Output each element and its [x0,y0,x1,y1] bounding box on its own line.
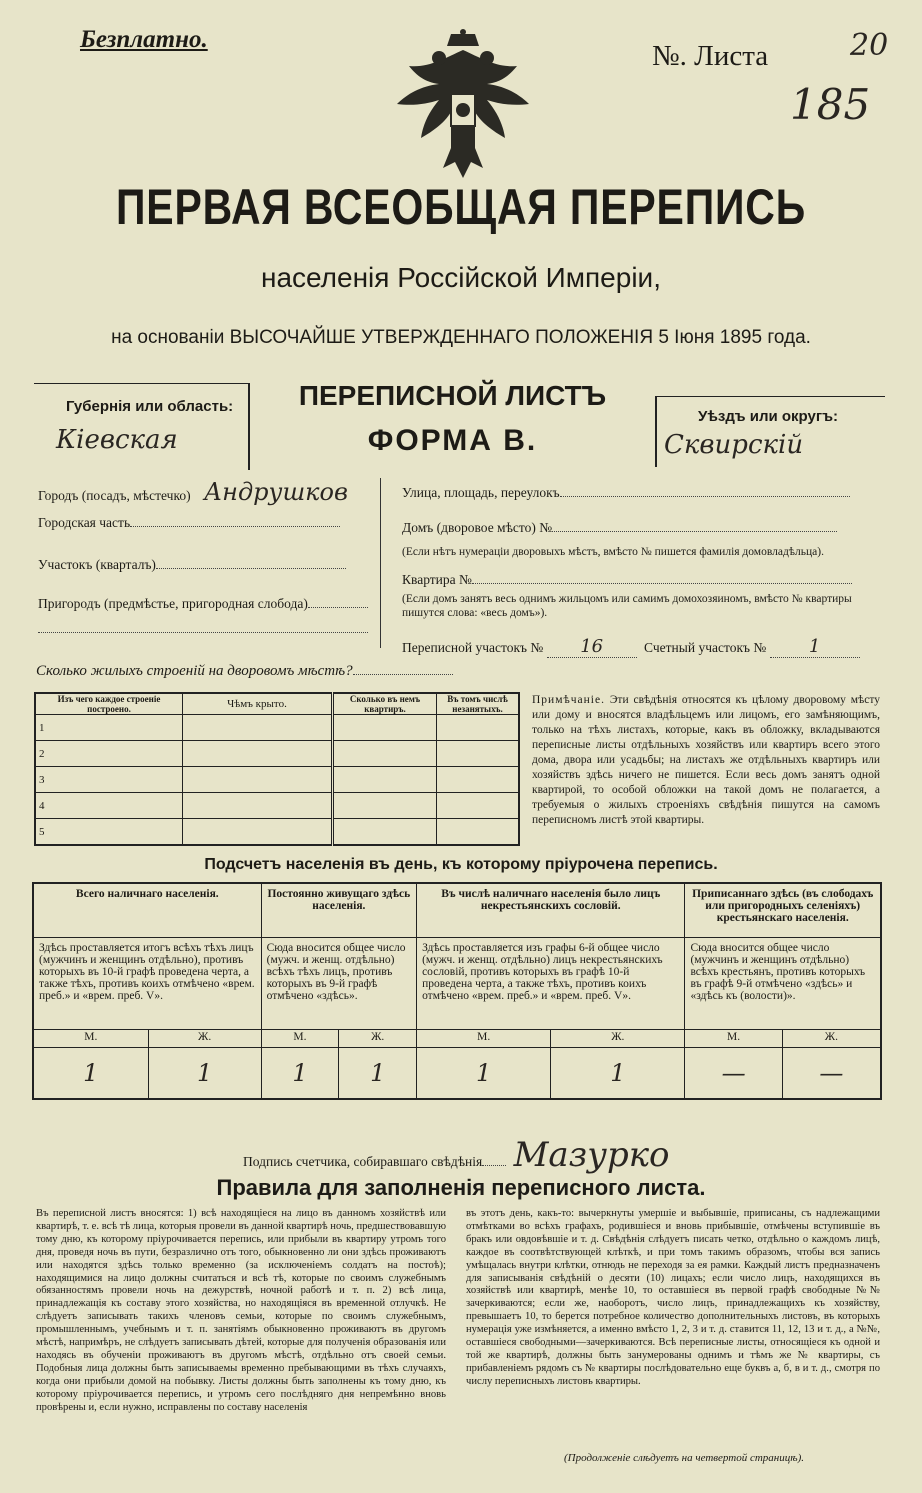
count-desc-resident: Сюда вносится общее число (мужч. и женщ. отдѣльно) всѣхъ тѣхъ лицъ, противъ которыхъ въ 9-й графѣ отмѣчено «здѣсь». [261,937,416,1029]
city-handwritten: Андрушков [203,478,348,506]
district-handwritten: Сквирскій [664,430,804,460]
rules-column-left: Въ переписной листъ вносятся: 1) всѣ находящіеся на лицо въ данномъ хозяйствѣ или квартирѣ, т. е. всѣ тѣ лица, которыя провели въ данной квартирѣ ночь, предшествовавшую тому дню, къ которому пріурочивается перепись, или прибыли въ квартиру утромъ того дня, проведя ночь въ пути, безразлично отъ того, обыкновенно ли они здѣсь проживаютъ или находятся здѣсь только временно (за исключеніемъ солдатъ на постоѣ); находящимися на лицо должны считаться и всѣ тѣ, которые по своимъ служебнымъ обязанностямъ провели ночь на дежурствѣ, ночной работѣ и т. п. 2) всѣ лица, принадлежащія къ составу этого хозяйства, но находящіяся въ временной отлучкѣ. Не слѣдуетъ записывать такихъ членовъ семьи, которые по своимъ служебнымъ, промышленнымъ, учебнымъ и т. п. занятіямъ обыкновенно проживаютъ въ другомъ мѣстѣ, напримѣръ, не слѣдуетъ записывать дѣтей, которые для полученія образованія или находясь въ обученіи проживаютъ въ другомъ мѣстѣ, отдѣльно отъ своей семьи. Подобныя лица должны быть записываемы временно пребывающими въ тѣхъ случаяхъ, когда они прибыли домой на побывку. Листы должны быть заполнены къ тому дню, къ которому пріурочивается перепись, и утромъ сего послѣдняго дня непремѣнно вновь провѣрены и, если нужно, исправлены по составу населенія [36,1208,446,1413]
city-field-row [38,478,348,506]
row-number: 2 [35,741,183,767]
sheet-number-handwritten: 20 [850,28,889,63]
house-row [402,520,837,536]
suburb-row [38,596,368,612]
count-value: 1 [339,1047,417,1099]
apartment-row [402,572,852,588]
population-count-title: Подсчетъ населенія въ день, къ которому пріурочена перепись. [204,856,718,873]
street-row [402,485,850,501]
free-of-charge-label: Безплатно. [80,26,208,53]
row-number: 1 [35,715,183,741]
count-value: 1 [551,1047,685,1099]
precinct-row [38,557,346,573]
note-lead: Примѣчаніе. [532,694,605,706]
count-desc-total: Здѣсь проставляется итогъ всѣхъ тѣхъ лицъ (мужчинъ и женщинъ отдѣльно), противъ которыхъ въ 10-й графѣ проведена черта, а также тѣхъ, противъ коихъ отмѣчено «врем. преб.» и «врем. преб. V». [33,937,261,1029]
census-sheet-title: ПЕРЕПИСНОЙ ЛИСТЪ [298,380,607,411]
census-district-value: 16 [580,636,604,657]
counting-district-label: Счетный участокъ № [644,640,767,655]
city-part-row [38,515,340,531]
census-legal-basis: на основаніи ВЫСОЧАЙШЕ УТВЕРЖДЕННАГО ПОЛОЖЕНІЯ 5 Іюня 1895 года. [111,327,811,348]
table-row [35,819,519,846]
count-desc-peasant: Сюда вносится общее число (мужчинъ и женщинъ отдѣльно) всѣхъ крестьянъ, противъ которыхъ въ графѣ 9-й отмѣчено «здѣсь» и «здѣсь къ (волости)». [685,937,881,1029]
form-type-title: ФОРМА В. [367,424,538,457]
house-label: Домъ (дворовое мѣсто) № [402,520,553,535]
apartment-note: (Если домъ занятъ весь однимъ жильцомъ или самимъ домохозяиномъ, вмѣсто № квартиры пишутся слова: «весь домъ»). [402,593,852,619]
census-subtitle: населенія Россійской Имперіи, [261,262,661,293]
location-divider [380,478,382,648]
district-label: Уѣздъ или округъ: [698,408,839,425]
count-female-label: Ж. [782,1029,881,1047]
count-female-label: Ж. [148,1029,261,1047]
count-value: 1 [261,1047,339,1099]
rules-title: Правила для заполненія переписного листа. [216,1175,706,1200]
count-male-label: М. [685,1029,782,1047]
buildings-question [36,663,453,680]
census-district-row [402,636,860,658]
table-row [35,715,519,741]
buildings-table [34,692,520,846]
row-number: 4 [35,793,183,819]
count-value: — [782,1047,881,1099]
enumerator-signature-handwritten: Мазурко [513,1135,670,1175]
city-label: Городъ (посадъ, мѣстечко) [38,488,191,503]
precinct-label: Участокъ (кварталъ) [38,557,156,572]
count-male-label: М. [33,1029,148,1047]
table-row [35,741,519,767]
row-number: 5 [35,819,183,846]
sheet-number-stamped: 185 [790,80,871,129]
suburb-extra-line [38,632,368,633]
suburb-label: Пригородъ (предмѣстье, пригородная слобода) [38,596,308,611]
census-main-title: ПЕРВАЯ ВСЕОБЩАЯ ПЕРЕПИСЬ [115,179,807,235]
city-part-label: Городская часть [38,515,131,530]
province-handwritten: Кіевская [56,425,178,455]
house-note: (Если нѣтъ нумераціи дворовыхъ мѣстъ, вмѣсто № пишется фамилія домовладѣльца). [402,546,824,558]
count-desc-nonpeasant: Здѣсь проставляется изъ графы 6-й общее число (мужч. и женщ. отдѣльно) лицъ некрестьянскихъ сословій, противъ которыхъ въ графѣ 10-й проведена черта, а также тѣхъ, противъ коихъ отмѣчено «врем. преб.» и «врем. преб. V». [417,937,685,1029]
count-value: 1 [148,1047,261,1099]
count-head-nonpeasant: Въ числѣ наличнаго населенія было лицъ некрестьянскихъ сословій. [417,883,685,937]
buildings-col-material: Изъ чего каждое строеніе построено. [35,693,183,715]
population-count-table [32,882,882,1100]
count-value: — [685,1047,782,1099]
count-value: 1 [417,1047,551,1099]
count-female-label: Ж. [339,1029,417,1047]
buildings-col-unoccupied: Въ томъ числѣ незанятыхъ. [437,693,520,715]
count-head-peasant: Приписаннаго здѣсь (въ слободахъ или пригородныхъ селеніяхъ) крестьянскаго населенія. [685,883,881,937]
table-row [35,793,519,819]
sheet-number-label: №. Листа [652,40,769,72]
apartment-label: Квартира № [402,572,472,587]
signature-label: Подпись счетчика, собиравшаго свѣдѣнія [243,1154,483,1169]
buildings-col-apartments: Сколько въ немъ квартиръ. [333,693,437,715]
street-label: Улица, площадь, переулокъ [402,485,560,500]
table-row [35,767,519,793]
row-number: 3 [35,767,183,793]
buildings-col-roof: Чѣмъ крыто. [183,693,333,715]
count-head-resident: Постоянно живущаго здѣсь населенія. [261,883,416,937]
note-text: Эти свѣдѣнія относятся къ цѣлому дворовому мѣсту или дому и вносятся владѣльцемъ или лицомъ, его замѣняющимъ, только на тѣхъ листахъ, которые, какъ въ обложку, вкладываются переписные листы отдѣльныхъ хозяйствъ или квартиръ всего этого дома, двора или усадьбы; на листахъ же отдѣльныхъ квартиръ или хозяйствъ здѣсь ничего не пишется. Если весь домъ занятъ одной квартирой, то особой обложки на такой домъ не полагается, а требуемыя о жилыхъ строеніяхъ свѣдѣнія пишутся на самомъ переписномъ листѣ этой квартиры. [532,694,881,826]
double-headed-eagle-emblem-icon [395,28,531,183]
counting-district-value: 1 [808,636,821,657]
province-label: Губернія или область: [66,398,234,415]
count-head-total: Всего наличнаго населенія. [33,883,261,937]
count-male-label: М. [417,1029,551,1047]
count-value: 1 [33,1047,148,1099]
census-district-label: Переписной участокъ № [402,640,544,655]
rules-column-right: въ этотъ день, какъ-то: вычеркнуты умершіе и выбывшіе, приписаны, съ надлежащими отмѣтками во всѣхъ графахъ, родившіеся и вновь прибывшіе, отмѣчены вступившіе въ бракъ или овдовѣвшіе и т. д. Свѣдѣнія слѣдуетъ писать четко, отдѣльно о каждомъ лицѣ, каждое въ соотвѣтствующей клѣткѣ, и при томъ такимъ образомъ, чтобы вся запись умѣщалась внутри клѣтки, отнюдь не переходя за ея рамки. Каждый листъ предназначенъ для записыванія свѣдѣній о десяти (10) лицахъ; если число лицъ, находящихся въ хозяйствѣ или квартирѣ, менѣе 10, то оставшіеся въ первой графѣ свободные №№ зачеркиваются; если же, наоборотъ, число лицъ, принадлежащихъ къ хозяйству, превышаетъ 10, то берется потребное количество дополнительныхъ листовъ, въ которыхъ нумерація уже измѣняется, а именно вмѣсто 1, 2, 3 и т. д. ставится 11, 12, 13 и т. д., а №№, оставшіеся свободными—зачеркиваются. Всѣ переписные листы, относящіеся къ одной и той же квартирѣ, должны быть занумерованы однимъ и тѣмъ же № квартиры, съ прибавленіемъ рядомъ съ № квартиры послѣдовательно еще буквъ а, б, в и т. д., смотря по числу переписныхъ листовъ квартиры. [466,1208,880,1387]
buildings-note [532,693,880,828]
buildings-question-text: Сколько жилыхъ строеній на дворовомъ мѣстѣ? [36,663,353,679]
rules-continued: (Продолженіе слѣдуетъ на четвертой страницѣ). [564,1452,804,1464]
count-male-label: М. [261,1029,339,1047]
signature-row [243,1135,669,1175]
count-female-label: Ж. [551,1029,685,1047]
